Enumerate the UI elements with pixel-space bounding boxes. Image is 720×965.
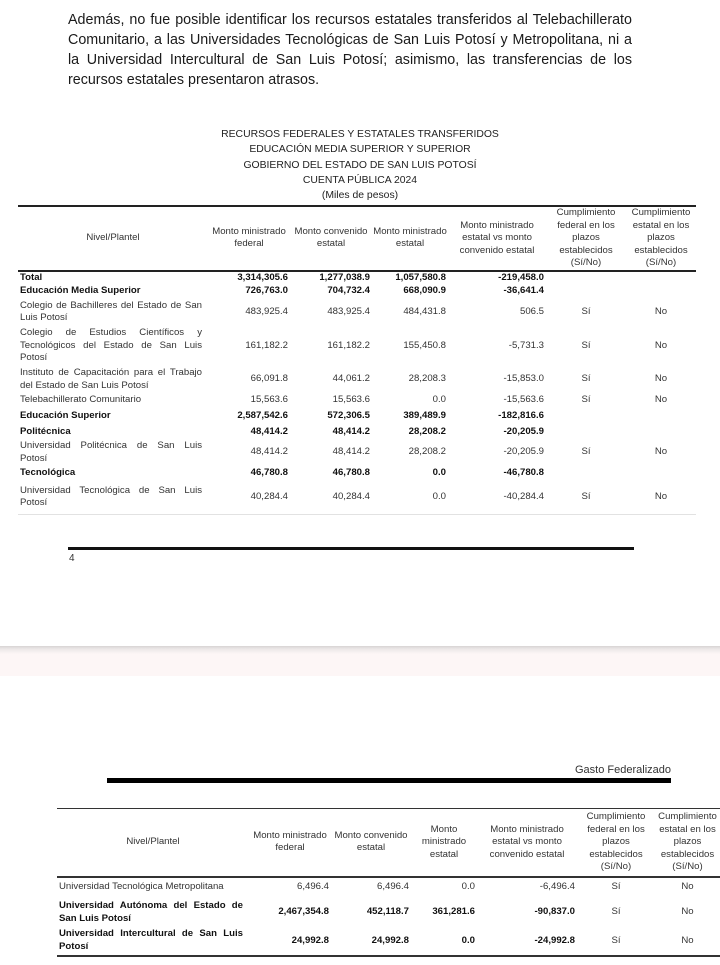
table-row — [57, 928, 720, 956]
cell-convenido: 704,732.4 — [327, 284, 370, 296]
cell-diferencia: -15,853.0 — [503, 373, 544, 385]
cell-convenido: 161,182.2 — [327, 339, 370, 351]
cell-cumpl-estatal: No — [654, 393, 668, 405]
cell-federal: 2,467,354.8 — [278, 906, 329, 918]
cell-name: Telebachillerato Comunitario — [20, 393, 142, 405]
table-row — [18, 426, 696, 439]
title-line: GOBIERNO DEL ESTADO DE SAN LUIS POTOSÍ — [243, 159, 477, 171]
cell-cumpl-federal: Sí — [581, 491, 591, 503]
running-header: Gasto Federalizado — [575, 764, 671, 776]
cell-name: Colegio de Estudios Científicos y Tecnológicos del Estado de San Luis Potosí — [20, 327, 202, 364]
col-header-cumpl-federal: Cumplimiento federal en los plazos establecidos (Sí/No) — [586, 811, 646, 872]
cell-name: Universidad Politécnica de San Luis Potosí — [20, 440, 202, 464]
col-header-ministrado-estatal: Monto ministrado estatal — [421, 823, 467, 860]
cell-cumpl-federal: Sí — [611, 881, 621, 893]
col-header-nivel: Nivel/Plantel — [86, 232, 140, 243]
cell-diferencia: -20,205.9 — [503, 446, 544, 458]
table-header-row — [57, 809, 720, 877]
cell-ministrado-estatal: 361,281.6 — [432, 906, 475, 918]
cell-federal: 2,587,542.6 — [237, 410, 288, 422]
cell-convenido: 44,061.2 — [332, 373, 370, 385]
cell-cumpl-federal — [546, 407, 626, 426]
cell-federal: 3,314,305.6 — [237, 271, 288, 283]
col-header-cumpl-federal: Cumplimiento federal en los plazos establecidos (Sí/No) — [556, 207, 616, 268]
cell-name: Educación Superior — [20, 410, 111, 422]
cell-cumpl-federal: Sí — [581, 305, 591, 317]
col-header-cumpl-estatal: Cumplimiento estatal en los plazos establecidos (Sí/No) — [631, 207, 691, 268]
table-row — [18, 271, 696, 285]
cell-cumpl-federal: Sí — [581, 373, 591, 385]
page-break — [0, 646, 720, 676]
cell-cumpl-estatal — [626, 284, 696, 298]
table-row — [18, 481, 696, 514]
cell-cumpl-estatal — [626, 426, 696, 439]
cell-diferencia: -219,458.0 — [498, 271, 544, 283]
cell-federal: 6,496.4 — [296, 881, 329, 893]
page-number: 4 — [69, 553, 75, 564]
cell-ministrado-estatal: 28,208.2 — [408, 446, 446, 458]
cell-cumpl-federal: Sí — [581, 446, 591, 458]
table-row — [18, 439, 696, 466]
cell-ministrado-estatal: 1,057,580.8 — [395, 271, 446, 283]
col-header-diferencia: Monto ministrado estatal vs monto convenido estatal — [489, 823, 565, 860]
cell-name: Universidad Tecnológica Metropolitana — [59, 881, 224, 893]
table-row — [18, 366, 696, 393]
cell-name: Politécnica — [20, 426, 71, 438]
cell-ministrado-estatal: 28,208.2 — [408, 426, 446, 438]
cell-diferencia: -15,563.6 — [503, 393, 544, 405]
cell-convenido: 572,306.5 — [327, 410, 370, 422]
cell-ministrado-estatal: 0.0 — [432, 393, 446, 405]
col-header-convenido: Monto convenido estatal — [334, 829, 408, 854]
title-line: CUENTA PÚBLICA 2024 — [302, 174, 418, 186]
col-header-diferencia: Monto ministrado estatal vs monto convenido estatal — [459, 219, 535, 256]
document-page-2 — [0, 676, 720, 965]
col-header-ministrado-estatal: Monto ministrado estatal — [373, 225, 447, 250]
table-row — [57, 877, 720, 898]
cell-convenido: 15,563.6 — [332, 393, 370, 405]
cell-cumpl-estatal: No — [654, 305, 668, 317]
cell-cumpl-estatal — [626, 407, 696, 426]
cell-diferencia: -24,992.8 — [534, 934, 575, 946]
cell-cumpl-federal: Sí — [581, 393, 591, 405]
cell-cumpl-estatal: No — [654, 339, 668, 351]
cell-federal: 48,414.2 — [250, 426, 288, 438]
cell-cumpl-federal — [546, 426, 626, 439]
cell-cumpl-federal: Sí — [611, 934, 621, 946]
cell-cumpl-estatal — [626, 271, 696, 285]
cell-name: Universidad Intercultural de San Luis Potosí — [59, 928, 243, 952]
body-paragraph: Además, no fue posible identificar los recursos estatales transferidos al Telebachillerato Comunitario, a las Universidades Tecnológicas de San Luis Potosí y Metropolitana, ni a la Universidad Intercultural de San Luis Potosí; asimismo, las transferencias de los recursos estatales presentaron atrasos. — [68, 12, 632, 88]
cell-cumpl-federal — [546, 284, 626, 298]
cell-federal: 66,091.8 — [250, 373, 288, 385]
header-divider — [107, 778, 671, 783]
table-row — [18, 393, 696, 407]
cell-cumpl-federal — [546, 271, 626, 285]
cell-diferencia: -36,641.4 — [503, 284, 544, 296]
cell-cumpl-estatal — [626, 466, 696, 481]
table-header-row — [18, 206, 696, 271]
title-units: (Miles de pesos) — [321, 190, 399, 202]
col-header-nivel: Nivel/Plantel — [126, 836, 180, 847]
cell-name: Educación Media Superior — [20, 284, 141, 296]
col-header-federal: Monto ministrado federal — [212, 225, 286, 250]
cell-ministrado-estatal: 0.0 — [432, 491, 446, 503]
cell-diferencia: -182,816.6 — [498, 410, 544, 422]
col-header-cumpl-estatal: Cumplimiento estatal en los plazos establecidos (Sí/No) — [658, 811, 717, 872]
cell-convenido: 24,992.8 — [371, 934, 409, 946]
cell-ministrado-estatal: 668,090.9 — [403, 284, 446, 296]
cell-name: Instituto de Capacitación para el Trabajo del Estado de San Luis Potosí — [20, 367, 202, 391]
table-row — [18, 298, 696, 326]
cell-convenido: 46,780.8 — [332, 467, 370, 479]
cell-diferencia: -46,780.8 — [503, 467, 544, 479]
footer-divider — [68, 547, 634, 550]
cell-name: Colegio de Bachilleres del Estado de San Luis Potosí — [20, 299, 202, 324]
cell-federal: 40,284.4 — [250, 491, 288, 503]
col-header-federal: Monto ministrado federal — [253, 829, 327, 854]
cell-cumpl-estatal: No — [681, 934, 694, 946]
table-title — [170, 127, 550, 203]
cell-convenido: 452,118.7 — [366, 906, 409, 918]
cell-cumpl-estatal: No — [654, 446, 668, 458]
table-row — [18, 466, 696, 481]
table-row — [18, 326, 696, 366]
cell-diferencia: -90,837.0 — [534, 906, 575, 918]
table-row — [18, 407, 696, 426]
cell-cumpl-estatal: No — [654, 373, 668, 385]
cell-federal: 726,763.0 — [245, 284, 288, 296]
table-row — [18, 284, 696, 298]
cell-federal: 46,780.8 — [250, 467, 288, 479]
cell-diferencia: -6,496.4 — [539, 881, 575, 893]
cell-convenido: 1,277,038.9 — [319, 271, 370, 283]
cell-diferencia: 506.5 — [519, 305, 544, 317]
transfers-table — [18, 205, 696, 515]
cell-cumpl-estatal: No — [681, 906, 694, 918]
cell-diferencia: -20,205.9 — [503, 426, 544, 438]
cell-federal: 161,182.2 — [245, 339, 288, 351]
cell-name: Total — [20, 271, 43, 283]
cell-name: Tecnológica — [20, 467, 76, 479]
cell-convenido: 6,496.4 — [376, 881, 409, 893]
cell-cumpl-federal — [546, 466, 626, 481]
table-row — [57, 898, 720, 928]
title-line: RECURSOS FEDERALES Y ESTATALES TRANSFERIDOS — [221, 129, 499, 140]
cell-convenido: 483,925.4 — [327, 305, 370, 317]
cell-ministrado-estatal: 484,431.8 — [403, 305, 446, 317]
cell-ministrado-estatal: 28,208.3 — [408, 373, 446, 385]
cell-federal: 15,563.6 — [250, 393, 288, 405]
cell-diferencia: -40,284.4 — [503, 491, 544, 503]
cell-cumpl-federal: Sí — [611, 906, 621, 918]
cell-ministrado-estatal: 0.0 — [461, 881, 475, 893]
transfers-table-continued — [57, 808, 720, 957]
cell-federal: 483,925.4 — [245, 305, 288, 317]
cell-convenido: 40,284.4 — [332, 491, 370, 503]
cell-convenido: 48,414.2 — [332, 446, 370, 458]
cell-ministrado-estatal: 0.0 — [432, 467, 446, 479]
cell-federal: 48,414.2 — [250, 446, 288, 458]
cell-name: Universidad Autónoma del Estado de San Luis Potosí — [59, 899, 243, 924]
cell-cumpl-estatal: No — [654, 491, 668, 503]
cell-name: Universidad Tecnológica de San Luis Potosí — [20, 484, 202, 509]
title-line: EDUCACIÓN MEDIA SUPERIOR Y SUPERIOR — [249, 144, 471, 156]
cell-cumpl-federal: Sí — [581, 339, 591, 351]
cell-federal: 24,992.8 — [291, 934, 329, 946]
cell-cumpl-estatal: No — [681, 881, 694, 893]
cell-convenido: 48,414.2 — [332, 426, 370, 438]
cell-ministrado-estatal: 155,450.8 — [403, 339, 446, 351]
cell-diferencia: -5,731.3 — [508, 339, 544, 351]
cell-ministrado-estatal: 0.0 — [461, 934, 475, 946]
col-header-convenido: Monto convenido estatal — [294, 225, 368, 250]
cell-ministrado-estatal: 389,489.9 — [403, 410, 446, 422]
